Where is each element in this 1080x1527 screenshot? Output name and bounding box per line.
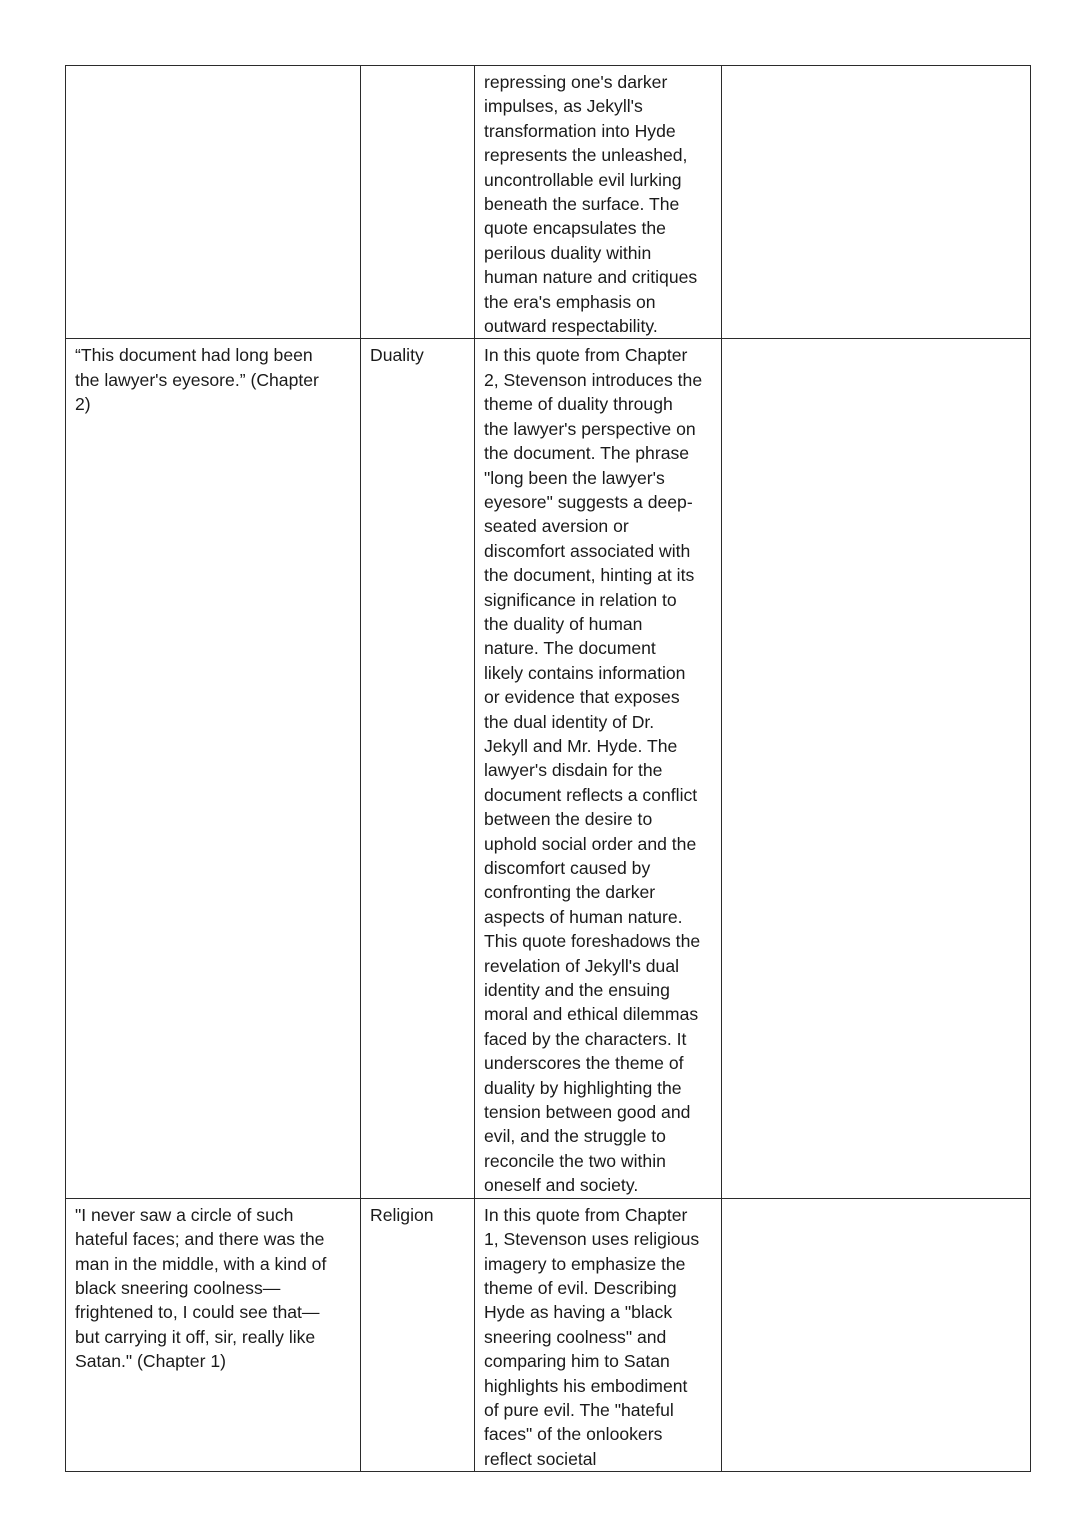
quote-cell: "I never saw a circle of such hateful faces; and there was the man in the middle, with a kind of black sneering coolness— frightened to, I could see that— but carrying it off, sir, really like Satan." (Chapter 1): [66, 1198, 361, 1471]
table-row: [66, 339, 1031, 1198]
notes-cell: [722, 66, 1031, 339]
theme-cell: Religion: [361, 1198, 475, 1471]
analysis-cell: In this quote from Chapter 1, Stevenson uses religious imagery to emphasize the theme of evil. Describing Hyde as having a "black sneering coolness" and comparing him to Satan highlights his embodiment of pure evil. The "hateful faces" of the onlookers reflect societal: [475, 1198, 722, 1471]
table-row: [66, 1198, 1031, 1471]
quote-cell: “This document had long been the lawyer's eyesore.” (Chapter 2): [66, 339, 361, 1198]
notes-cell: [722, 1198, 1031, 1471]
analysis-cell: repressing one's darker impulses, as Jekyll's transformation into Hyde represents the unleashed, uncontrollable evil lurking beneath the surface. The quote encapsulates the perilous duality within human nature and critiques the era's emphasis on outward respectability.: [475, 66, 722, 339]
table-row: [66, 66, 1031, 339]
theme-cell: [361, 66, 475, 339]
analysis-cell: In this quote from Chapter 2, Stevenson introduces the theme of duality through the lawyer's perspective on the document. The phrase "long been the lawyer's eyesore" suggests a deep- seated aversion or discomfort associated with the document, hinting at its significance in relation to the duality of human nature. The document likely contains information or evidence that exposes the dual identity of Dr. Jekyll and Mr. Hyde. The lawyer's disdain for the document reflects a conflict between the desire to uphold social order and the discomfort caused by confronting the darker aspects of human nature. This quote foreshadows the revelation of Jekyll's dual identity and the ensuing moral and ethical dilemmas faced by the characters. It underscores the theme of duality by highlighting the tension between good and evil, and the struggle to reconcile the two within oneself and society.: [475, 339, 722, 1198]
document-page: [65, 65, 1030, 1472]
theme-cell: Duality: [361, 339, 475, 1198]
quote-cell: [66, 66, 361, 339]
notes-cell: [722, 339, 1031, 1198]
quote-analysis-table: [65, 65, 1031, 1472]
